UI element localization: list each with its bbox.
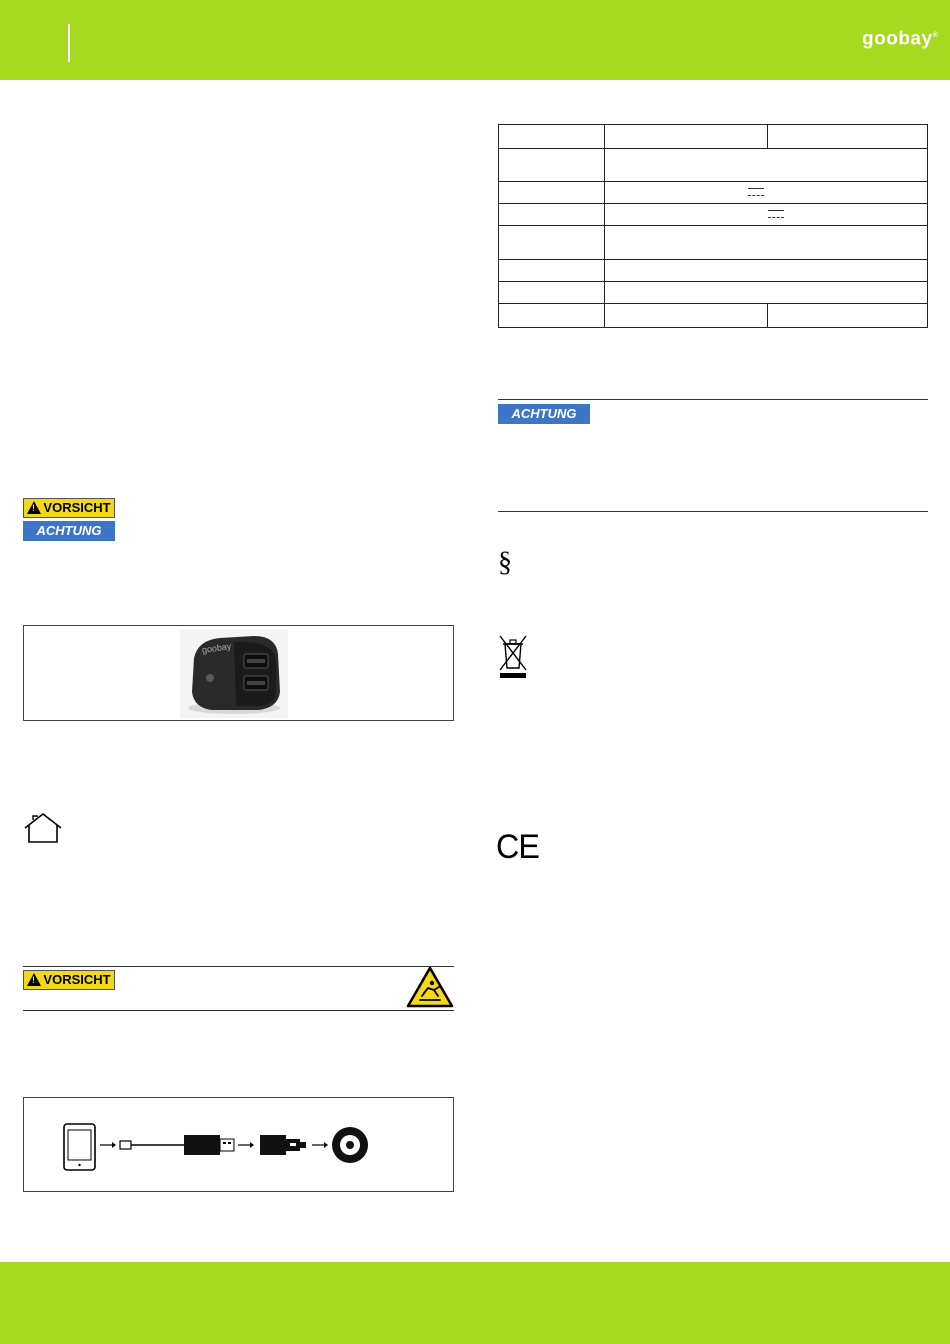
table-cell [768,125,928,149]
arrow-icon [312,1142,328,1148]
vorsicht-badge-2 [23,970,115,990]
connection-diagram [24,1098,453,1191]
specifications-table [498,124,928,328]
table-cell [499,149,605,182]
smartphone-icon [64,1124,95,1170]
achtung-rule-bottom [498,511,928,512]
achtung-badge [23,521,115,541]
table-cell [605,125,768,149]
crossed-out-bin-icon [498,634,528,678]
table-row [499,226,928,260]
table-cell [499,125,605,149]
registered-mark: ® [932,32,939,39]
table-cell [768,304,928,328]
table-cell [605,226,928,260]
table-row [499,149,928,182]
brand-logo-text: goobay [862,28,933,50]
table-row [499,304,928,328]
table-cell [605,260,928,282]
ce-mark: CE [496,828,539,866]
usb-cable-icon [120,1135,234,1155]
vorsicht-label: VORSICHT [43,500,111,515]
arrow-icon [100,1142,116,1148]
table-cell [605,182,928,204]
car-socket-icon [332,1127,368,1163]
table-cell [605,149,928,182]
connection-diagram-box [23,1097,454,1192]
table-cell [499,282,605,304]
brand-logo [862,24,939,50]
table-cell [605,204,928,226]
achtung-label: ACHTUNG [36,523,102,538]
vorsicht-label-2: VORSICHT [43,972,111,987]
trip-hazard-warning-icon [406,966,454,1008]
section-rule-top [23,966,454,967]
car-charger-product-image [180,630,288,718]
warning-triangle-icon [27,501,41,514]
header-bar [0,0,950,80]
paragraph-symbol: § [498,547,512,578]
table-row [499,204,928,226]
table-row [499,282,928,304]
table-row [499,260,928,282]
car-charger-icon [260,1135,306,1155]
achtung-rule-top [498,399,928,400]
table-cell [499,204,605,226]
vorsicht-badge [23,498,115,518]
achtung-badge-right [498,404,590,424]
arrow-icon [238,1142,254,1148]
table-cell [499,304,605,328]
table-row [499,125,928,149]
table-cell [605,304,768,328]
product-logo-text: goobay [201,641,232,656]
table-cell [499,182,605,204]
table-cell [499,260,605,282]
warning-triangle-icon [27,973,41,986]
footer-bar [0,1262,950,1344]
table-cell [605,282,928,304]
achtung-label-right: ACHTUNG [511,406,577,421]
header-divider [68,24,70,62]
direct-current-symbol [768,210,784,218]
table-row [499,182,928,204]
product-image-box [23,625,454,721]
table-cell [499,226,605,260]
home-icon [23,812,63,844]
direct-current-symbol [748,188,764,196]
section-rule-bottom [23,1010,454,1011]
